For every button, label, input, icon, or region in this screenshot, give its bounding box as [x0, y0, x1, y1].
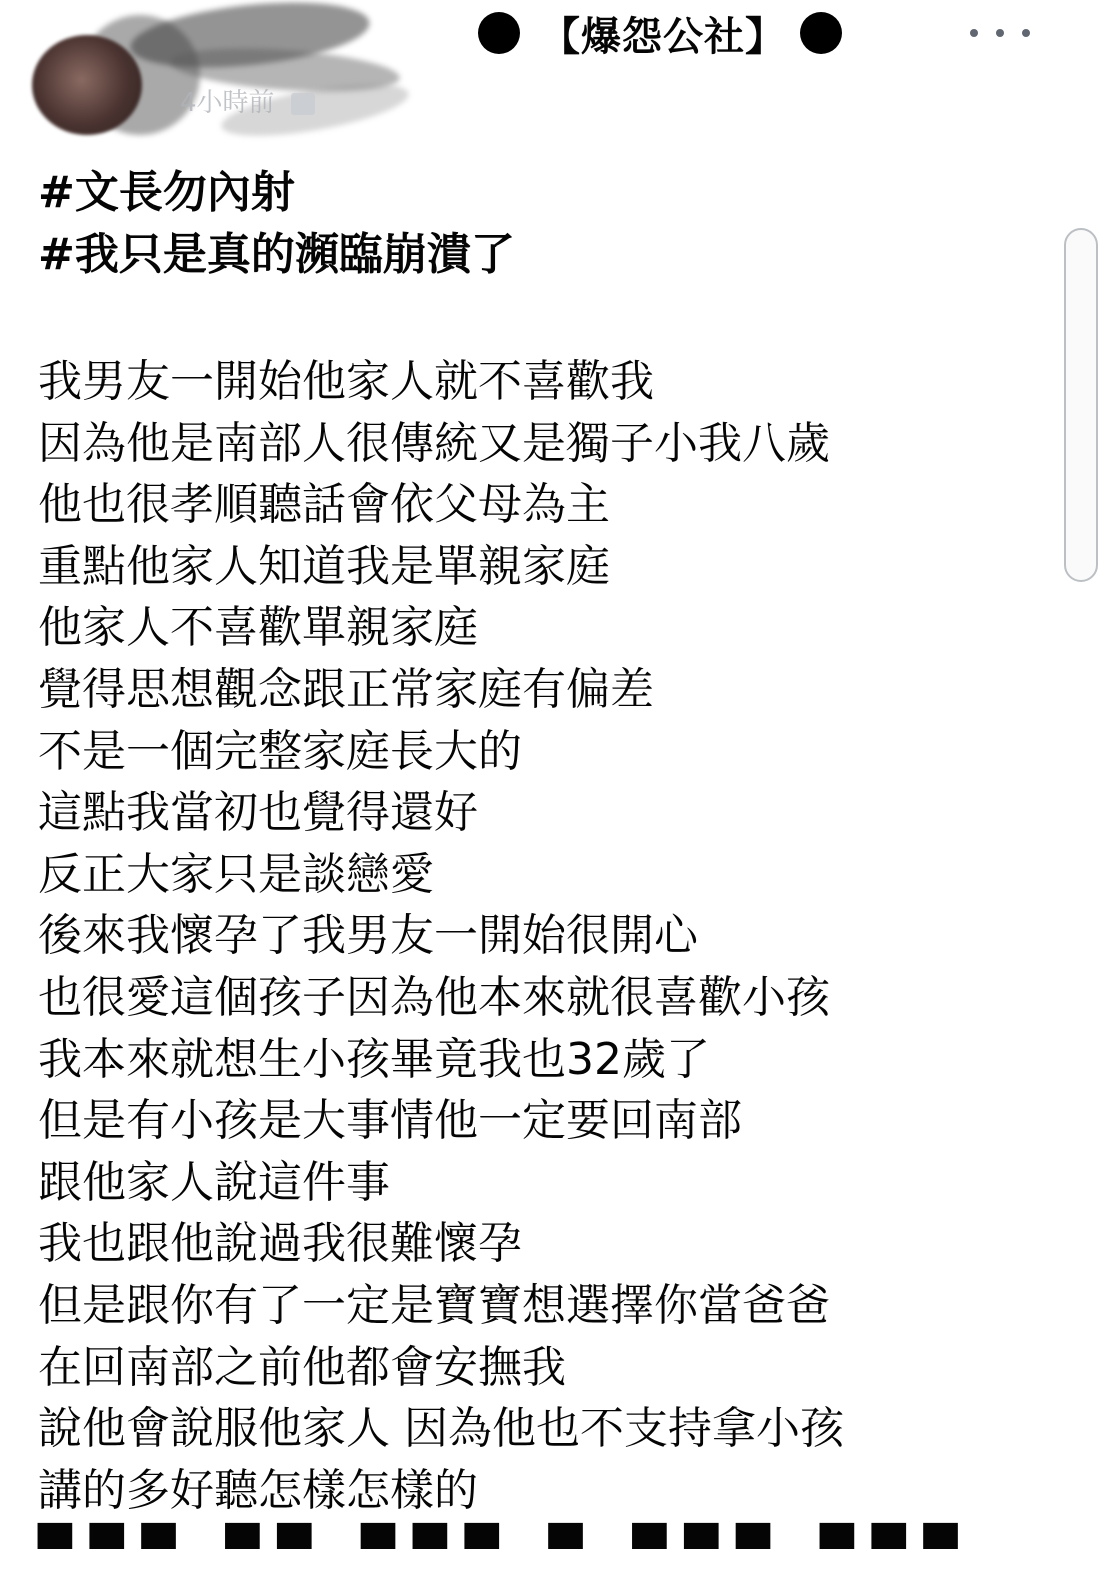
post-text-line: 不是一個完整家庭長大的 [38, 725, 522, 777]
black-circle-icon [800, 12, 842, 54]
more-options-button[interactable] [970, 18, 1030, 48]
post-text-line: 但是跟你有了一定是寶寶想選擇你當爸爸 [38, 1279, 830, 1331]
group-members-icon [291, 93, 315, 115]
group-name[interactable] [478, 8, 842, 58]
group-title: 【爆怨公社】 [540, 13, 786, 60]
post-text-line: 因為他是南部人很傳統又是獨子小我八歲 [38, 417, 830, 469]
timestamp-text: 4小時前 [180, 88, 275, 118]
post-text-line: 我本來就想生小孩畢竟我也32歲了 [38, 1033, 710, 1085]
clipped-text-line [38, 1524, 976, 1575]
post-text-line: 跟他家人說這件事 [38, 1156, 390, 1208]
avatar[interactable] [32, 35, 142, 135]
post-text-line: 但是有小孩是大事情他一定要回南部 [38, 1095, 742, 1147]
more-horizontal-icon [970, 29, 978, 37]
post-body [38, 162, 1038, 1521]
post-text-line: 這點我當初也覺得還好 [38, 787, 478, 839]
clipped-text-fragment: ▀▀▀ ▀▀ ▀▀▀ ▀ ▀▀▀ ▀▀▀ [38, 1524, 976, 1575]
post-text-line: 反正大家只是談戀愛 [38, 848, 434, 900]
post-text-line: 覺得思想觀念跟正常家庭有偏差 [38, 663, 654, 715]
post-text-line: 也很愛這個孩子因為他本來就很喜歡小孩 [38, 971, 830, 1023]
black-circle-icon [478, 12, 520, 54]
post-text-line: 在回南部之前他都會安撫我 [38, 1341, 566, 1393]
post-text-line: 我男友一開始他家人就不喜歡我 [38, 356, 654, 407]
post-text-line: 我也跟他說過我很難懷孕 [38, 1218, 522, 1270]
post-text-line: 重點他家人知道我是單親家庭 [38, 540, 610, 592]
censored-author-area [20, 5, 440, 145]
post-text-line: 講的多好聽怎樣怎樣的 [38, 1464, 478, 1516]
hashtag-link[interactable]: #我只是真的瀕臨崩潰了 [38, 229, 515, 280]
hashtag-link[interactable]: #文長勿內射 [38, 167, 295, 218]
post-header [0, 0, 1080, 150]
post-text-line: 後來我懷孕了我男友一開始很開心 [38, 910, 698, 962]
post-text-line: 說他會說服他家人 因為他也不支持拿小孩 [38, 1403, 844, 1455]
scroll-handle[interactable] [1064, 228, 1098, 582]
post-timestamp[interactable] [180, 82, 315, 119]
post-text-line: 他也很孝順聽話會依父母為主 [38, 479, 610, 531]
post-text-line: 他家人不喜歡單親家庭 [38, 602, 478, 654]
